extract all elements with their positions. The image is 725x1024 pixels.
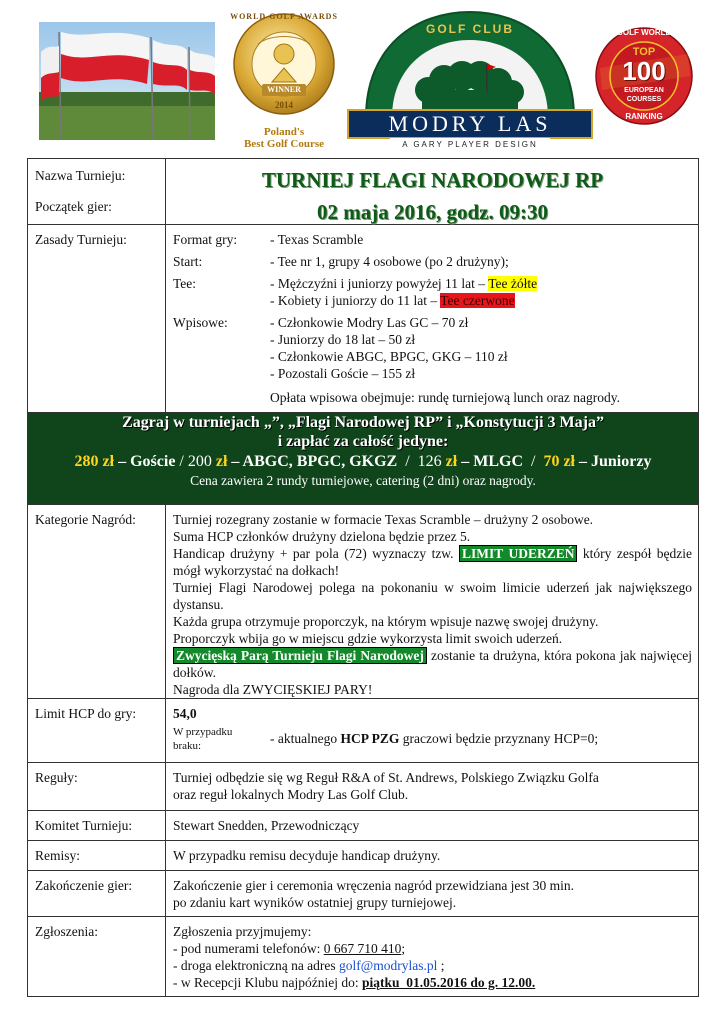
row-ties [28,841,699,871]
row-end [28,871,699,917]
start-key: Start: [173,254,203,269]
fee-juniors: - Juniorzy do 18 lat – 50 zł [270,332,416,347]
end-line-1: Zakończenie gier i ceremonia wręczenia nagród przewidziana jest 30 min. [173,878,575,893]
banner-line-2: i zapłać za całość jedyne: [277,433,449,450]
hcp-rule [270,730,598,753]
price-juniors: 70 zł [543,453,575,470]
tee-values [270,275,692,309]
row-rules [28,225,699,413]
categories-line-5: Każda grupa otrzymuje proporczyk, na którym wpisuje nazwę swojej drużyny. [173,614,599,629]
promo-banner [28,413,699,505]
row-title [28,159,699,225]
entries-phone-line [173,940,692,957]
banner-line-1: Zagraj w turniejach „”, „Flagi Narodowej RP” i „Konstytucji 3 Maja” [122,414,604,431]
modry-las-logo [346,6,594,156]
categories-line-7 [173,647,692,681]
top100-line1: EUROPEAN [624,87,664,94]
tournament-date: 02 maja 2016, godz. 09:30 [317,200,548,224]
entries-deadline: piątku 01.05.2016 do g. 12.00. [361,975,536,990]
end-line-2: po zdaniu kart wyników ostatniej grupy turniejowej. [173,895,457,910]
price-sep-3: / [523,453,544,470]
banner-prices [28,451,698,472]
logo-tagline: A GARY PLAYER DESIGN [402,140,538,149]
hcp-label: Limit HCP do gry: [28,699,166,763]
hcp-cell [166,699,699,763]
regulations-line-2: oraz reguł lokalnych Modry Las Golf Club. [173,787,409,802]
categories-label: Kategorie Nagród: [28,505,166,699]
hcp-small-1: W przypadku [173,726,233,738]
end-label: Zakończenie gier: [28,871,166,917]
top100-top: TOP [632,46,656,58]
price-sep-2: / 126 [397,453,446,470]
entries-deadline-pre: - w Recepcji Klubu najpóźniej do: [173,975,362,990]
hcp-small-2: braku: [173,740,202,752]
hcp-rule-post: graczowi będzie przyznany HCP=0; [399,731,599,746]
categories-line-2: Suma HCP członków drużyny dzielona będzie przez 5. [173,529,471,544]
limit-highlight: LIMIT UDERZEŃ [459,545,577,562]
tee-key: Tee: [173,276,197,291]
tee-men-text: - Mężczyźni i juniorzy powyżej 11 lat – [270,276,489,291]
entries-phone-pre: - pod numerami telefonów: [173,941,324,956]
price-guests-label: – Goście [114,453,176,470]
tournament-title: TURNIEJ FLAGI NARODOWEJ RP [261,168,604,192]
row-committee [28,811,699,841]
row-banner [28,413,699,505]
award-caption-1: Poland's [263,126,305,138]
format-value: - Texas Scramble [270,232,364,247]
committee-value: Stewart Snedden, Przewodniczący [166,811,699,841]
categories-line-6: Proporczyk wbija go w miejscu gdzie wykorzysta limit swoich uderzeń. [173,631,563,646]
categories-line-8: Nagroda dla ZWYCIĘSKIEJ PARY! [173,682,373,697]
top100-line2: COURSES [626,96,662,103]
polish-flags-photo [39,22,215,140]
rules-label: Zasady Turnieju: [28,225,166,413]
hcp-if-missing [173,725,270,753]
fee-values [270,314,692,406]
hcp-value: 54,0 [173,706,197,721]
entries-email-pre: - droga elektroniczną na adres [173,958,340,973]
regulations-cell [166,763,699,811]
categories-line-3 [173,545,692,579]
name-start-labels [28,159,166,225]
start-label: Początek gier: [35,199,112,214]
regulations-label: Reguły: [28,763,166,811]
row-regulations [28,763,699,811]
fee-members: - Członkowie Modry Las GC – 70 zł [270,315,469,330]
entries-cell [166,917,699,997]
entries-line-1: Zgłoszenia przyjmujemy: [173,924,312,939]
fee-note: Opłata wpisowa obejmuje: rundę turniejową lunch oraz nagrody. [270,390,621,405]
hcp-rule-pre: - aktualnego [270,731,341,746]
row-entries [28,917,699,997]
winner-highlight: Zwycięską Parą Turnieju Flagi Narodowej [173,647,427,664]
format-key: Format gry: [173,232,238,247]
email-link[interactable]: golf@modrylas.pl [339,958,438,973]
fee-guests: - Pozostali Goście – 155 zł [270,366,416,381]
hcp-rule-bold: HCP PZG [340,731,400,746]
price-partners-label: – ABGC, BPGC, GKGZ [227,453,398,470]
world-golf-awards-badge [228,8,340,156]
winner-text: zostanie ta drużyna, która pokona jak najwięcej dołków. [173,648,692,680]
logo-golf-club-text: GOLF CLUB [426,22,514,36]
ties-value: W przypadku remisu decyduje handicap drużyny. [166,841,699,871]
award-year: 2014 [275,100,293,110]
start-value: - Tee nr 1, grupy 4 osobowe (po 2 drużyny); [270,254,509,269]
end-cell [166,871,699,917]
rules-cell [166,225,699,413]
top100-ring-bottom: RANKING [625,112,663,121]
categories-line-1: Turniej rozegrany zostanie w formacie Texas Scramble – drużyny 2 osobowe. [173,512,594,527]
fee-partner-clubs: - Członkowie ABGC, BPGC, GKG – 110 zł [270,349,508,364]
tee-women-text: - Kobiety i juniorzy do 11 lat – [270,293,441,308]
limit-intro: Handicap drużyny + par pola (72) wyznaczy tzw. [173,546,459,561]
award-caption-2: Best Golf Course [243,138,325,150]
price-members-label: – MLGC [457,453,523,470]
entries-email-post: ; [437,958,445,973]
tournament-info-table [27,158,699,997]
entries-phone-post: ; [401,941,406,956]
committee-label: Komitet Turnieju: [28,811,166,841]
award-winner-text: WINNER [267,85,301,94]
price-sep-1: / 200 [175,453,216,470]
title-cell [166,159,699,225]
price-juniors-label: – Juniorzy [575,453,652,470]
categories-line-4: Turniej Flagi Narodowej polega na pokonaniu w swoim limicie uderzeń jak największego dystansu. [173,580,692,612]
price-members-unit: zł [445,453,458,470]
row-categories [28,505,699,699]
top100-number: 100 [622,56,666,86]
header-logos [0,0,725,158]
banner-line-4: Cena zawiera 2 rundy turniejowe, catering (2 dni) oraz nagrody. [190,473,536,488]
tee-red-highlight: Tee czerwone [440,293,515,308]
top100-ring-top: GOLF WORLD [616,28,672,37]
name-label: Nazwa Turnieju: [35,168,126,183]
entries-deadline-line [173,974,692,991]
categories-cell [166,505,699,699]
regulations-line-1: Turniej odbędzie się wg Reguł R&A of St. Andrews, Polskiego Związku Golfa [173,770,599,785]
ties-label: Remisy: [28,841,166,871]
row-hcp [28,699,699,763]
price-guests: 280 zł [74,453,115,470]
price-partners-unit: zł [215,453,228,470]
top100-ranking-badge [594,24,694,130]
fee-key: Wpisowe: [173,315,228,330]
entries-label: Zgłoszenia: [28,917,166,997]
phone-link[interactable]: 0 667 710 410 [323,941,402,956]
entries-email-line [173,957,692,974]
limit-outro: który zespół będzie mógł wykorzystać na dołkach! [173,546,692,578]
logo-name-text: MODRY LAS [388,111,552,136]
award-ring-text: WORLD GOLF AWARDS [230,12,338,21]
tee-yellow-highlight: Tee żółte [488,276,538,291]
